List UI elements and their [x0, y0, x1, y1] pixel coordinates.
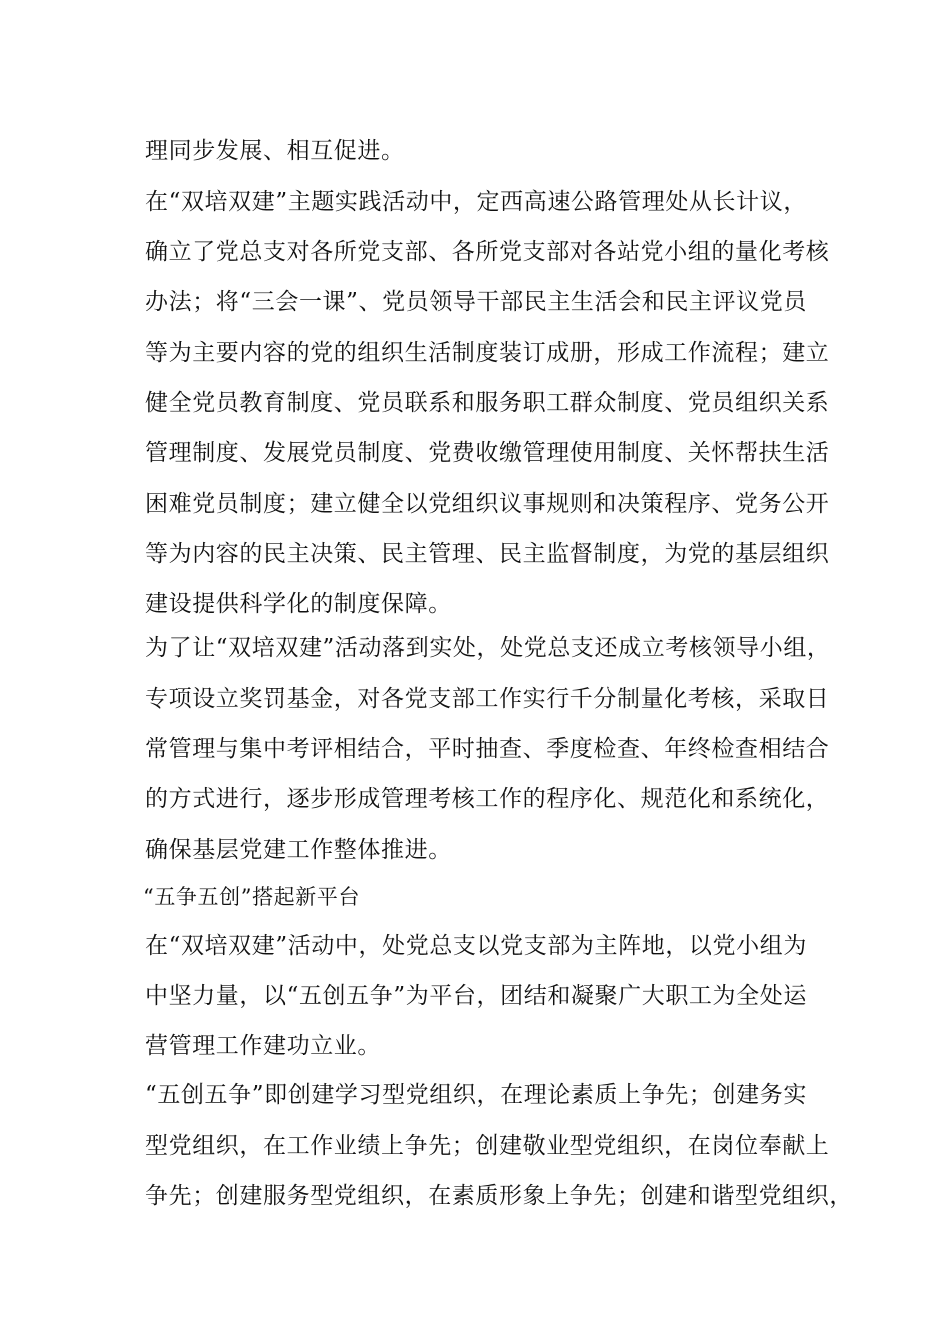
text-line: 等为内容的民主决策、民主管理、民主监督制度，为党的基层组织 [145, 541, 830, 567]
text-line: 的方式进行，逐步形成管理考核工作的程序化、规范化和系统化， [145, 786, 830, 812]
text-line: 管理制度、发展党员制度、党费收缴管理使用制度、关怀帮扶生活 [145, 440, 830, 466]
text-line: 办法；将“三会一课”、党员领导干部民主生活会和民主评议党员 [145, 289, 807, 315]
text-line: 健全党员教育制度、党员联系和服务职工群众制度、党员组织关系 [145, 390, 830, 416]
text-line: “五创五争”即创建学习型党组织，在理论素质上争先；创建务实 [145, 1082, 807, 1108]
text-line: 理同步发展、相互促进。 [145, 138, 405, 164]
text-line: 建设提供科学化的制度保障。 [145, 591, 452, 617]
text-line: 型党组织，在工作业绩上争先；创建敬业型党组织，在岗位奉献上 [145, 1133, 830, 1159]
text-line: 专项设立奖罚基金，对各党支部工作实行千分制量化考核，采取日 [145, 686, 830, 712]
text-line: 营管理工作建功立业。 [145, 1033, 381, 1059]
text-line: 在“双培双建”活动中，处党总支以党支部为主阵地，以党小组为 [145, 933, 807, 959]
section-heading: “五争五创”搭起新平台 [143, 885, 361, 909]
text-line: 困难党员制度；建立健全以党组织议事规则和决策程序、党务公开 [145, 491, 830, 517]
text-line: 在“双培双建”主题实践活动中，定西高速公路管理处从长计议， [145, 189, 807, 215]
text-line: 确立了党总支对各所党支部、各所党支部对各站党小组的量化考核 [145, 239, 830, 265]
text-line: 等为主要内容的党的组织生活制度装订成册，形成工作流程；建立 [145, 340, 830, 366]
text-line: 为了让“双培双建”活动落到实处，处党总支还成立考核领导小组， [145, 635, 831, 661]
text-line: 争先；创建服务型党组织，在素质形象上争先；创建和谐型党组织， [145, 1183, 853, 1209]
text-line: 常管理与集中考评相结合，平时抽查、季度检查、年终检查相结合 [145, 736, 830, 762]
text-line: 中坚力量，以“五创五争”为平台，团结和凝聚广大职工为全处运 [145, 983, 807, 1009]
text-line: 确保基层党建工作整体推进。 [145, 837, 452, 863]
